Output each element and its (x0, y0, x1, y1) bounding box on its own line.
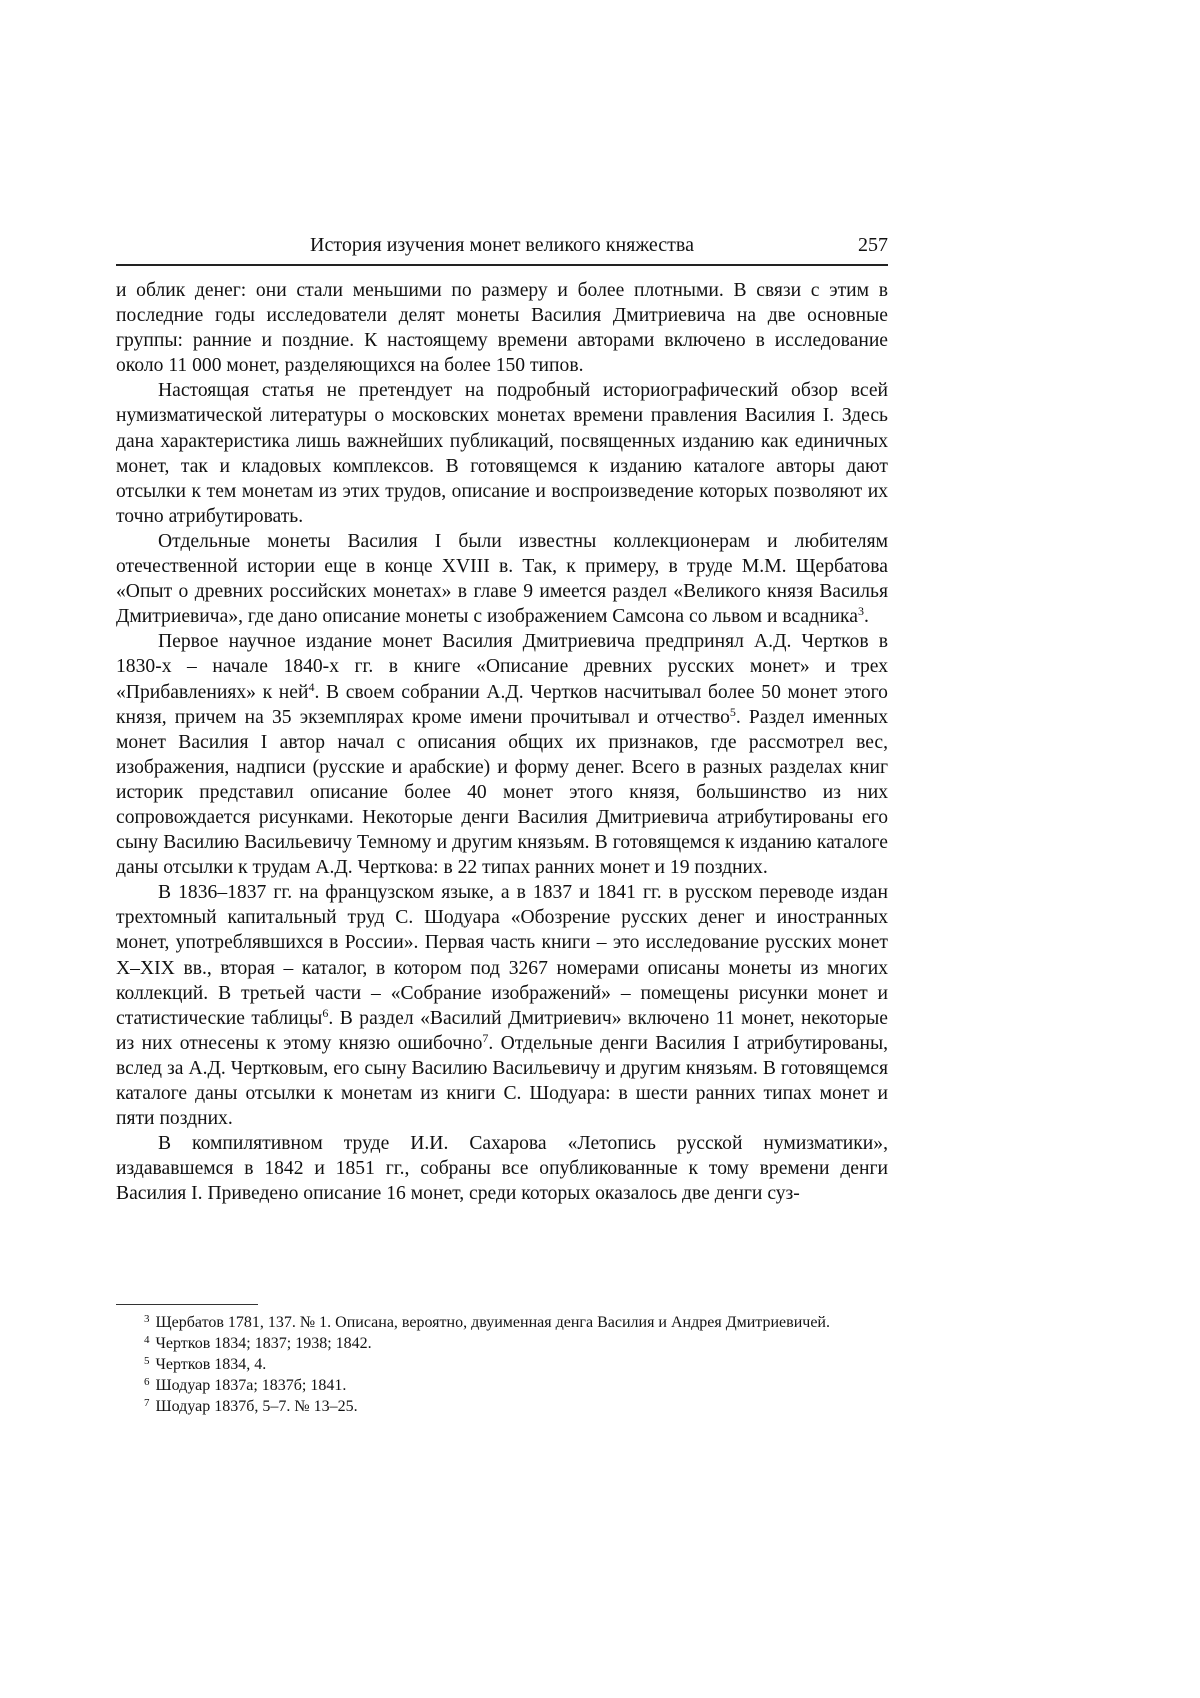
footnote-text: Чертков 1834, 4. (156, 1356, 267, 1373)
paragraph: и облик денег: они стали меньшими по размеру и более плотными. В связи с этим в последние годы исследователи делят монеты Василия Дмитриевича на две основные группы: ранние и поздние. К настоящему времени авторами включено в исследование около 11 000 монет, разделяющихся на более 150 типов. (116, 278, 888, 378)
running-title: История изучения монет великого княжества (116, 234, 888, 257)
paragraph: В компилятивном труде И.И. Сахарова «Летопись русской нумизматики», издававшемся в 1842 и 1851 гг., собраны все опубликованные к тому времени денги Василия I. Приведено описание 16 монет, среди которых оказалось две денги суз- (116, 1131, 888, 1206)
running-header (116, 232, 888, 266)
paragraph-text: . В своем собрании А.Д. Чертков насчитывал более 50 монет этого князя, причем на 35 экземплярах кроме имени прочитывал и отчество (116, 682, 888, 728)
footnotes (116, 1312, 888, 1417)
paragraph-text: Отдельные монеты Василия I были известны коллекционерам и любителям отечественной истории еще в конце XVIII в. Так, к примеру, в труде М.М. Щербатова «Опыт о древних российских монетах» в главе 9 имеется раздел «Великого князя Василья Дмитриевича», где дано описание монеты с изображением Самсона со львом и всадника (116, 531, 888, 627)
footnote (116, 1333, 888, 1354)
footnote-number: 4 (144, 1334, 150, 1346)
footnote-ref[interactable]: 4 (308, 680, 314, 694)
footnote-number: 3 (144, 1313, 150, 1325)
footnote (116, 1375, 888, 1396)
footnote-ref[interactable]: 7 (482, 1031, 488, 1045)
footnote-divider (116, 1304, 258, 1305)
footnote-ref[interactable]: 6 (322, 1006, 328, 1020)
footnote-number: 7 (144, 1397, 150, 1409)
footnote-text: Щербатов 1781, 137. № 1. Описана, вероятно, двуименная денга Василия и Андрея Дмитриевичей. (156, 1314, 830, 1331)
footnote (116, 1354, 888, 1375)
footnote (116, 1312, 888, 1333)
main-text (116, 278, 888, 1206)
footnote-number: 5 (144, 1355, 150, 1367)
paragraph-text: В 1836–1837 гг. на французском языке, а в 1837 и 1841 гг. в русском переводе издан трехтомный капитальный труд С. Шодуара «Обозрение русских денег и иностранных монет, употреблявшихся в России». Первая часть книги – это исследование русских монет X–XIX вв., вторая – каталог, в котором под 3267 номерами описаны монеты из многих коллекций. В третьей части – «Собрание изображений» – помещены рисунки монет и статистические таблицы (116, 882, 888, 1028)
paragraph-text: . Раздел именных монет Василия I автор начал с описания общих их признаков, где рассмотрел вес, изображения, надписи (русские и арабские) и форму денег. Всего в разных разделах книг историк представил описание более 40 монет этого князя, большинство из них сопровождается рисунками. Некоторые денги Василия Дмитриевича атрибутированы его сыну Василию Васильевичу Темному и другим князьям. В готовящемся к изданию каталоге даны отсылки к трудам А.Д. Черткова: в 22 типах ранних монет и 19 поздних. (116, 707, 888, 879)
paragraph: Настоящая статья не претендует на подробный историографический обзор всей нумизматической литературы о московских монетах времени правления Василия I. Здесь дана характеристика лишь важнейших публикаций, посвященных изданию как единичных монет, так и кладовых комплексов. В готовящемся к изданию каталоге авторы дают отсылки к тем монетам из этих трудов, описание и воспроизведение которых позволяют их точно атрибутировать. (116, 378, 888, 529)
footnote-text: Шодуар 1837а; 1837б; 1841. (156, 1377, 347, 1394)
paragraph-text: . (864, 606, 869, 627)
paragraph (116, 629, 888, 880)
page (0, 0, 1200, 1698)
footnote (116, 1396, 888, 1417)
footnote-text: Шодуар 1837б, 5–7. № 13–25. (156, 1398, 358, 1415)
footnote-ref[interactable]: 3 (858, 604, 864, 618)
paragraph-text: . В раздел «Василий Дмитриевич» включено 11 монет, некоторые из них отнесены к этому князю ошибочно (116, 1008, 888, 1054)
paragraph-text: . Отдельные денги Василия I атрибутированы, вслед за А.Д. Чертковым, его сыну Василию Васильевичу и другим князьям. В готовящемся каталоге даны отсылки к монетам из книги С. Шодуара: в шести ранних типах монет и пяти поздних. (116, 1033, 888, 1129)
footnote-number: 6 (144, 1376, 150, 1388)
footnote-text: Чертков 1834; 1837; 1938; 1842. (156, 1335, 372, 1352)
page-number: 257 (858, 234, 888, 257)
paragraph-text: Первое научное издание монет Василия Дмитриевича предпринял А.Д. Чертков в 1830-х – начале 1840-х гг. в книге «Описание древних русских монет» и трех «Прибавлениях» к ней (116, 631, 888, 702)
paragraph (116, 880, 888, 1131)
paragraph (116, 529, 888, 629)
footnote-ref[interactable]: 5 (730, 705, 736, 719)
